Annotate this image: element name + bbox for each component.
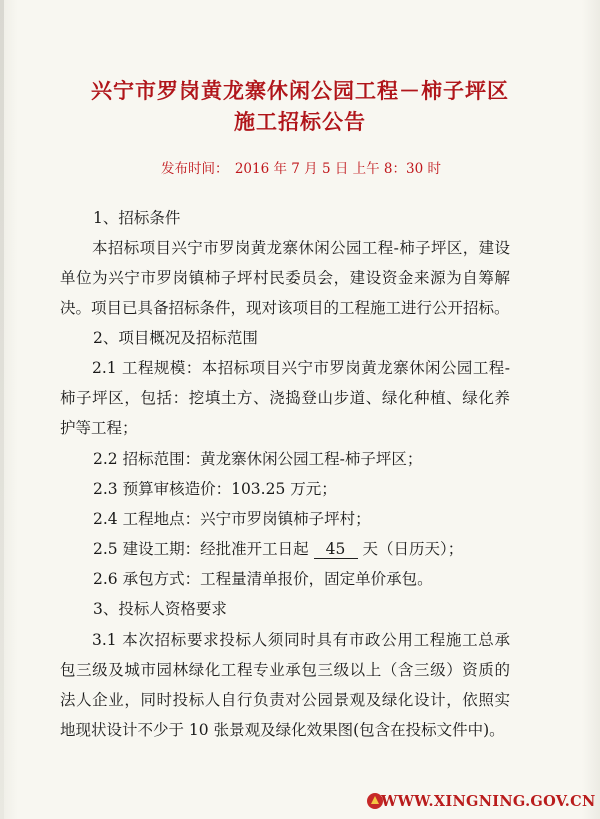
doc-title-line2: 施工招标公告	[234, 109, 366, 134]
s3-1-line4: 地现状设计不少于 10 张景观及绿化效果图(包含在投标文件中)。	[60, 721, 505, 739]
s2-1-line1: 2.1 工程规模：本招标项目兴宁市罗岗黄龙寨休闲公园工程-	[92, 359, 510, 377]
s2-5-prefix: 2.5 建设工期：经批准开工日起	[93, 540, 309, 558]
publish-value: 2016 年 7 月 5 日 上午 8：30 时	[234, 161, 441, 177]
s3-1-line2: 包三级及城市园林绿化工程专业承包三级以上（含三级）资质的	[60, 661, 510, 679]
publish-label: 发布时间：	[161, 161, 229, 177]
s2-2-line: 2.2 招标范围：黄龙寨休闲公园工程-柿子坪区；	[93, 450, 423, 468]
s1-para-line2: 单位为兴宁市罗岗镇柿子坪村民委员会，建设资金来源为自筹解	[60, 269, 510, 287]
site-watermark-link[interactable]: WWW.XINGNING.GOV.CN	[381, 793, 596, 810]
s3-1-line1: 3.1 本次招标要求投标人须同时具有市政公用工程施工总承	[92, 631, 510, 649]
s2-4-line: 2.4 工程地点：兴宁市罗岗镇柿子坪村；	[93, 510, 371, 528]
section-3-heading: 3、投标人资格要求	[93, 600, 227, 618]
s2-5-days: 45	[314, 541, 358, 559]
s2-6-line: 2.6 承包方式：工程量清单报价，固定单价承包。	[93, 570, 433, 588]
section-1-heading: 1、招标条件	[93, 209, 181, 227]
s3-1-line3: 法人企业，同时投标人自行负责对公园景观及绿化设计，依照实	[60, 691, 510, 709]
s2-1-line3: 护等工程；	[60, 419, 138, 437]
section-2-heading: 2、项目概况及招标范围	[93, 329, 258, 347]
publish-time	[0, 157, 600, 177]
s1-para-line3: 决。项目已具备招标条件，现对该项目的工程施工进行公开招标。	[60, 299, 510, 317]
s2-3-line: 2.3 预算审核造价：103.25 万元；	[93, 480, 337, 498]
s2-1-line2: 柿子坪区，包括：挖填土方、浇捣登山步道、绿化种植、绿化养	[60, 389, 510, 407]
s2-5-suffix: 天（日历天）；	[362, 540, 464, 558]
doc-title-line1: 兴宁市罗岗黄龙寨休闲公园工程－柿子坪区	[91, 78, 509, 103]
s2-5-line	[93, 537, 463, 559]
s1-para-line1: 本招标项目兴宁市罗岗黄龙寨休闲公园工程-柿子坪区，建设	[92, 239, 510, 257]
